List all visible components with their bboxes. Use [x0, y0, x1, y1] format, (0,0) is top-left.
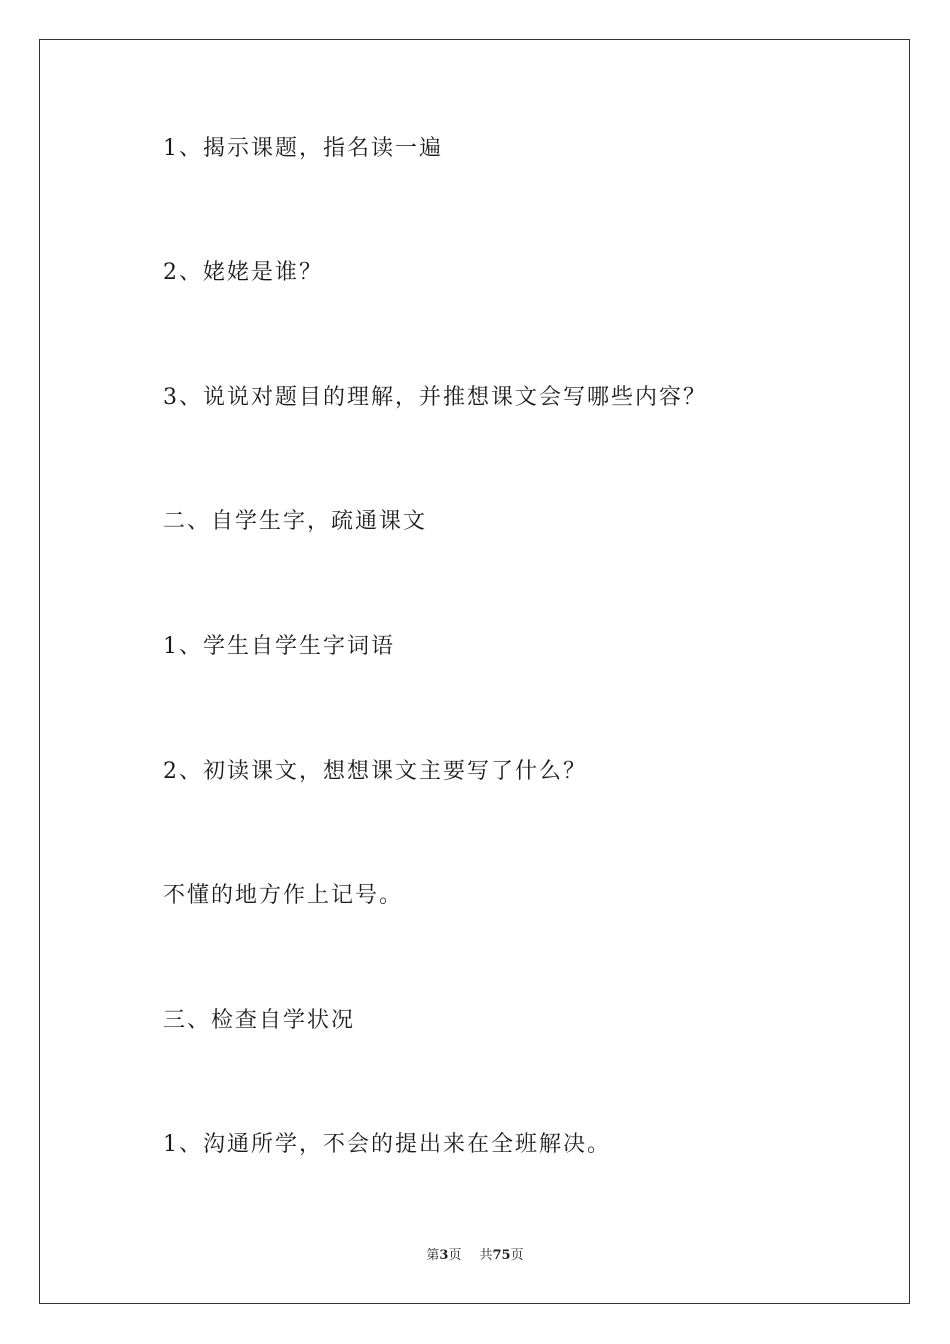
- footer-page-unit: 页: [448, 1248, 462, 1263]
- text-line-3: 3、说说对题目的理解，并推想课文会写哪些内容？: [163, 385, 707, 410]
- page-footer: [0, 1247, 950, 1265]
- footer-page-current: 3: [439, 1248, 449, 1263]
- footer-page-total: 75: [492, 1248, 511, 1263]
- text-line-5: 1、学生自学生字词语: [163, 634, 395, 659]
- text-line-2: 2、姥姥是谁？: [163, 260, 323, 285]
- text-line-6: 2、初读课文，想想课文主要写了什么？: [163, 759, 587, 784]
- footer-page-prefix: 第: [426, 1248, 440, 1263]
- text-line-9: 1、沟通所学，不会的提出来在全班解决。: [163, 1132, 611, 1157]
- footer-total-prefix: 共: [479, 1248, 493, 1263]
- page-frame: [39, 39, 910, 1304]
- text-line-7: 不懂的地方作上记号。: [163, 883, 404, 908]
- text-line-1: 1、揭示课题，指名读一遍: [163, 136, 443, 161]
- section-heading-3: 三、检查自学状况: [163, 1008, 356, 1033]
- section-heading-2: 二、自学生字，疏通课文: [163, 509, 428, 534]
- footer-total-unit: 页: [510, 1248, 524, 1263]
